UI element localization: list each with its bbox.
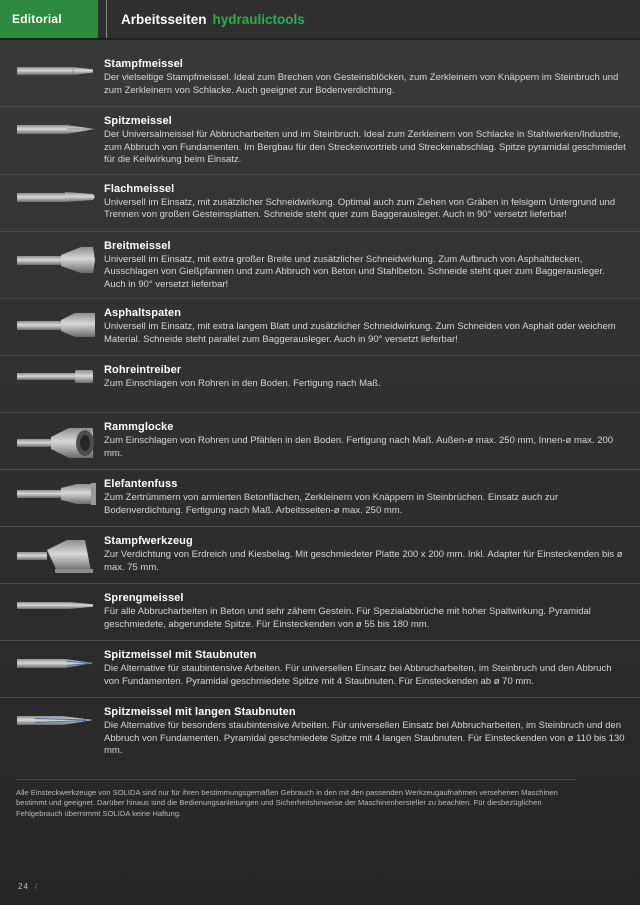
list-item <box>0 50 640 106</box>
tool-title: Asphaltspaten <box>104 307 182 319</box>
page-title <box>106 0 640 38</box>
tool-text <box>100 114 626 167</box>
tool-description: Die Alternative für besonders staubintensive Arbeiten. Für universellen Einsatz bei Abbrucharbeiten, im Steinbruch und den Abbruch von Fundamenten. Pyramidal geschmiedete Spitze mit 4 langen Staubnuten. Für Einsteckenden von ø 110 bis 130 mm. <box>104 720 625 756</box>
tool-description: Universell im Einsatz, mit zusätzlicher Schneidwirkung. Optimal auch zum Ziehen von Gräben in felsigem Untergrund und Trennen von großen Gesteinsplatten. Schneide steht quer zum Baggerausleger. Auch in 90° versetzt lieferbar! <box>104 196 616 220</box>
tool-title: Stampfwerkzeug <box>104 535 193 547</box>
tool-description: Für alle Abbrucharbeiten in Beton und sehr zähem Gestein. Für Spezialabbrüche mit hoher Spaltwirkung. Pyramidal geschmiedete, abgerundete Spitze. Für Einsteckenden von ø 55 bis 180 mm. <box>104 606 591 630</box>
list-item <box>0 469 640 526</box>
tool-thumbnail <box>14 114 100 140</box>
tool-text <box>100 705 626 758</box>
page-number-separator: / <box>34 882 39 891</box>
page-header <box>0 0 640 38</box>
tool-title: Breitmeissel <box>104 239 171 252</box>
list-item <box>0 355 640 412</box>
tool-description: Universell im Einsatz, mit extra großer Breite und zusätzlicher Schneidwirkung. Zum Aufbruch von Asphaltdecken, Ausschlagen von Gießpfannen und zum Abbruch von Beton und Stahlbeton. Schneide steht quer zum Baggerausleger. Auch in 90° versetzt lieferbar! <box>104 253 605 290</box>
tool-title: Stampfmeissel <box>104 58 183 70</box>
tool-thumbnail <box>14 306 100 340</box>
tool-text <box>100 477 626 517</box>
tool-title: Spitzmeissel <box>104 115 172 127</box>
tool-text <box>100 591 626 631</box>
page-title-text: Arbeitsseiten <box>121 11 207 27</box>
tool-description: Zum Einschlagen von Rohren in den Boden. Fertigung nach Maß. <box>104 378 381 389</box>
tool-text <box>100 420 626 460</box>
list-item <box>0 526 640 583</box>
tool-thumbnail <box>14 420 100 462</box>
tool-text <box>100 57 626 97</box>
list-item <box>0 640 640 697</box>
tool-thumbnail <box>14 363 100 385</box>
page-number <box>18 882 38 891</box>
tool-title: Spitzmeissel mit Staubnuten <box>104 649 257 661</box>
chisel-dust-grooves-icon <box>15 652 99 674</box>
tool-text <box>100 239 626 292</box>
list-item <box>0 174 640 231</box>
tool-description: Zum Einschlagen von Rohren und Pfählen in den Boden. Fertigung nach Maß. Außen-ø max. 250 mm, Innen-ø max. 200 mm. <box>104 435 614 459</box>
editorial-label: Editorial <box>12 12 62 26</box>
tool-thumbnail <box>14 534 100 574</box>
tool-thumbnail <box>14 182 100 208</box>
tamping-tool-icon <box>15 538 99 574</box>
editorial-tab[interactable] <box>0 0 98 38</box>
elephant-foot-icon <box>15 481 99 507</box>
footer-disclaimer-text: Alle Einsteckwerkzeuge von SOLIDA sind nur für ihren bestimmungsgemäßen Gebrauch in den mit den passenden Werkzeugaufnahmen versehenen Maschinen bestimmt und geeignet. Darüber hinaus sind die Bedienungsanleitungen und Sicherheitshinweise der Maschinenhersteller zu beachten. Für diesbezüglichen Fehlgebrauch übernimmt SOLIDA keine Haftung. <box>16 787 558 818</box>
tool-thumbnail <box>14 705 100 731</box>
chisel-moil-point-icon <box>15 61 99 81</box>
tool-description: Der Universalmeissel für Abbrucharbeiten und im Steinbruch. Ideal zum Zerkleinern von Schlacke in Stahlwerken/Industrie, zum Abbruch von Fundamenten. Im Bergbau für den Streckenvortrieb und Streckenabschlag. Spitze pyramidal geschmiedet für die Keilwirkung beim Einsatz. <box>104 129 626 165</box>
tool-title: Elefantenfuss <box>104 478 178 490</box>
pipe-driver-icon <box>15 367 99 385</box>
tool-description: Zur Verdichtung von Erdreich und Kiesbelag. Mit geschmiedeter Platte 200 x 200 mm. Inkl. Adapter für Einsteckenden bis ø max. 75 mm. <box>104 549 623 573</box>
tool-thumbnail <box>14 477 100 507</box>
list-item <box>0 106 640 174</box>
tool-title: Rammglocke <box>104 421 174 433</box>
page-title-accent: hydraulictools <box>212 11 305 27</box>
ram-bell-icon <box>15 424 99 462</box>
tool-description: Universell im Einsatz, mit extra langem Blatt und zusätzlicher Schneidwirkung. Zum Schneiden von Asphalt oder weichem Material. Schneide steht parallel zum Baggerausleger. Auch in 90° versetzt lieferbar! <box>104 321 616 345</box>
tool-thumbnail <box>14 57 100 81</box>
chisel-wide-icon <box>15 243 99 277</box>
list-item <box>0 298 640 355</box>
tool-title: Rohreintreiber <box>104 364 182 376</box>
tool-title: Flachmeissel <box>104 182 175 195</box>
list-item <box>0 412 640 469</box>
tool-thumbnail <box>14 591 100 615</box>
tool-text <box>100 648 626 688</box>
chisel-flat-icon <box>15 186 99 208</box>
chisel-long-dust-grooves-icon <box>15 709 99 731</box>
tool-text <box>100 182 626 222</box>
page-number-value: 24 <box>18 882 29 891</box>
chisel-pointed-icon <box>15 118 99 140</box>
list-item <box>0 231 640 299</box>
list-item <box>0 697 640 765</box>
tool-description: Zum Zertrümmern von armierten Betonflächen, Zerkleinern von Knäppern in Steinbrüchen. Einsatz auch zur Bodenverdichtung. Fertigung nach Maß. Arbeitsseiten-ø max. 250 mm. <box>104 492 559 516</box>
tool-description: Der vielseitige Stampfmeissel. Ideal zum Brechen von Gesteinsblöcken, zum Zerkleinern von Knäppern im Steinbruch und zum Zerkleinern von Schlacke. Auch geeignet zur Bodenverdichtung. <box>104 72 619 96</box>
tool-thumbnail <box>14 239 100 277</box>
blasting-chisel-icon <box>15 595 99 615</box>
footer-disclaimer <box>16 779 576 820</box>
tool-title: Spitzmeissel mit langen Staubnuten <box>104 706 296 718</box>
tool-description: Die Alternative für staubintensive Arbeiten. Für universellen Einsatz bei Abbrucharbeiten, im Steinbruch und den Abbruch von Fundamenten. Pyramidal geschmiedete Spitze mit 4 Staubnuten. Für Einsteckenden ab ø 70 mm. <box>104 663 612 687</box>
tool-thumbnail <box>14 648 100 674</box>
asphalt-spade-icon <box>15 310 99 340</box>
list-item <box>0 583 640 640</box>
tool-title: Sprengmeissel <box>104 592 184 604</box>
product-list <box>0 40 640 765</box>
tool-text <box>100 534 626 574</box>
tool-text <box>100 306 626 346</box>
tool-text <box>100 363 626 391</box>
